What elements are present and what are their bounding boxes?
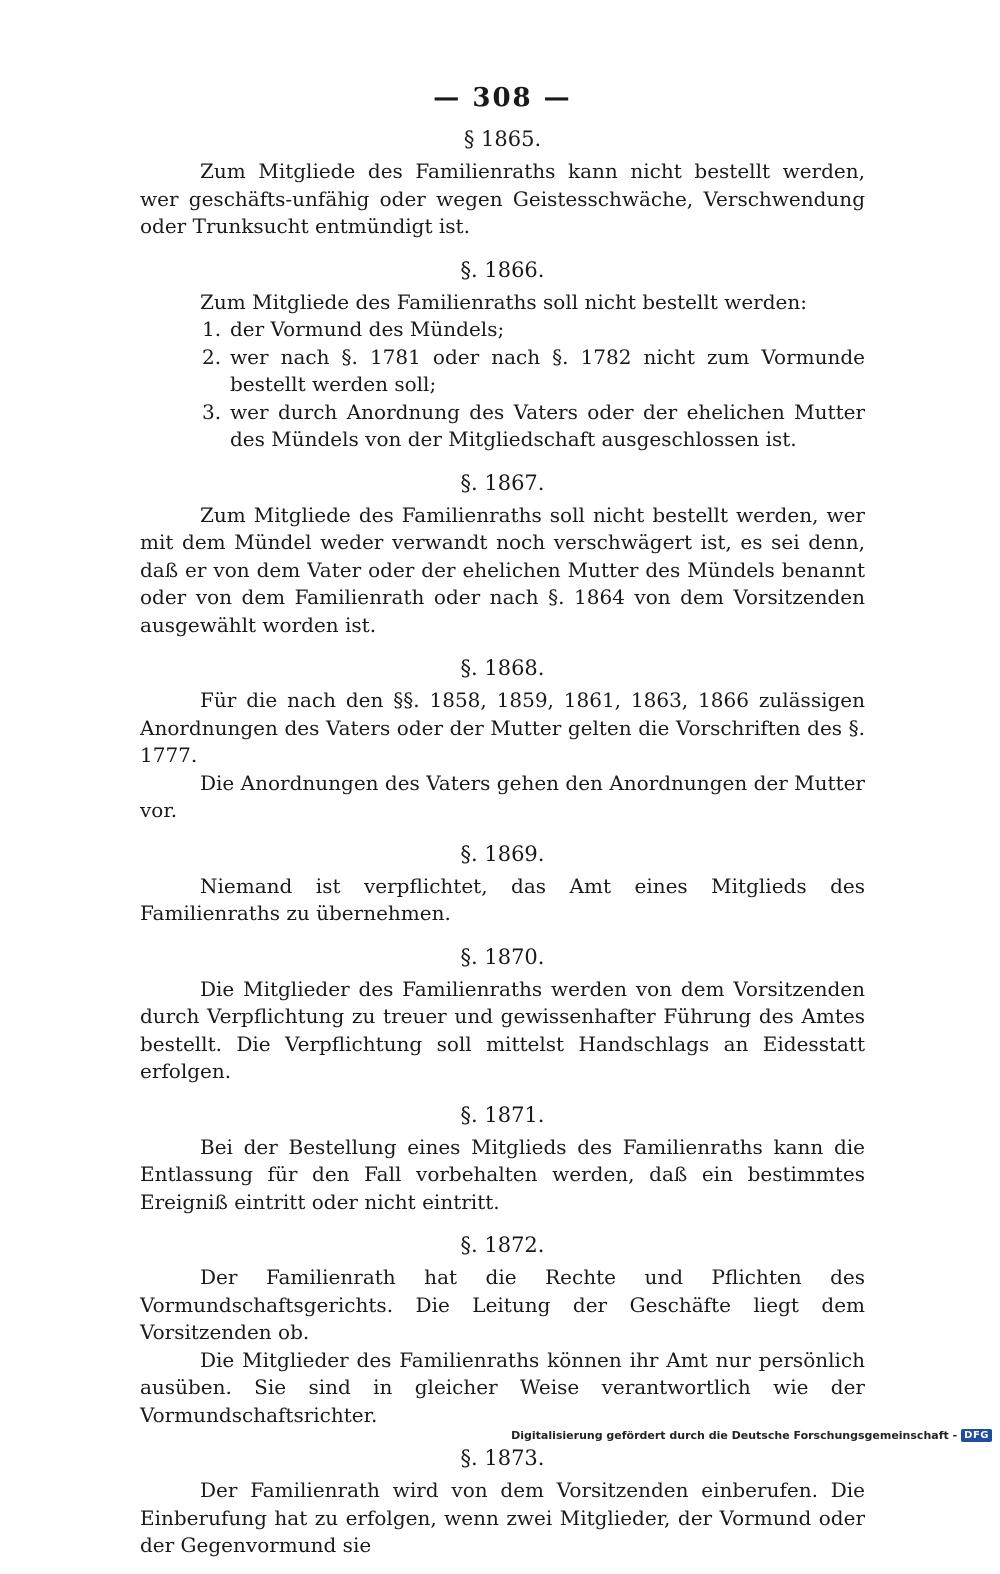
section-heading: §. 1867. <box>460 470 545 495</box>
section-1865 <box>140 124 865 241</box>
section-heading: §. 1872. <box>460 1233 545 1257</box>
list-item <box>140 316 865 344</box>
list-item <box>140 399 865 454</box>
section-heading: §. 1866. <box>460 257 545 282</box>
section-1866 <box>140 255 865 454</box>
paragraph: Zum Mitgliede des Familienraths soll nicht bestellt werden: <box>200 289 807 314</box>
paragraph: Bei der Bestellung eines Mitglieds des Familienraths kann die Entlassung für den Fall vorbehalten werden, daß ein bestimmtes Ereigniß eintritt oder nicht eintritt. <box>140 1134 865 1214</box>
paragraph: Die Anordnungen des Vaters gehen den Anordnungen der Mutter vor. <box>140 770 865 822</box>
list-number: 3. <box>202 399 222 424</box>
dfg-logo: DFG <box>961 1429 992 1442</box>
paragraph: Die Mitglieder des Familienraths können ihr Amt nur persönlich ausüben. Sie sind in gleicher Weise verantwortlich wie der Vormundschaftsrichter. <box>140 1347 865 1427</box>
paragraph: Für die nach den §§. 1858, 1859, 1861, 1863, 1866 zulässigen Anordnungen des Vaters oder der Mutter gelten die Vorschriften des §. 1777. <box>140 688 865 767</box>
section-heading: §. 1870. <box>460 944 545 969</box>
document-page <box>140 78 865 1574</box>
section-1871 <box>140 1100 865 1217</box>
section-heading: §. 1869. <box>460 841 545 866</box>
numbered-list <box>140 316 865 454</box>
list-item <box>140 344 865 399</box>
paragraph: Die Mitglieder des Familienraths werden von dem Vorsitzenden durch Verpflichtung zu treuer und gewissenhafter Führung des Amtes bestellt. Die Verpflichtung soll mittelst Handschlags an Eidesstatt erfolgen. <box>140 976 865 1083</box>
section-heading: § 1865. <box>463 127 542 151</box>
section-1867 <box>140 468 865 640</box>
paragraph: Der Familienrath hat die Rechte und Pflichten des Vormundschaftsgerichts. Die Leitung der Geschäfte liegt dem Vorsitzenden ob. <box>140 1265 865 1344</box>
list-text: der Vormund des Mündels; <box>230 317 505 341</box>
section-heading: §. 1868. <box>460 656 545 680</box>
section-heading: §. 1871. <box>460 1102 545 1127</box>
page-number: — 308 — <box>433 83 572 113</box>
paragraph: Zum Mitgliede des Familienraths soll nicht bestellt werden, wer mit dem Mündel weder verwandt noch verschwägert ist, es sei denn, daß er von dem Vater oder der ehelichen Mutter des Mündels benannt oder von dem Familienrath oder nach §. 1864 von dem Vorsitzenden ausgewählt worden ist. <box>140 502 865 637</box>
list-text: wer nach §. 1781 oder nach §. 1782 nicht zum Vormunde bestellt werden soll; <box>230 344 865 396</box>
paragraph: Niemand ist verpflichtet, das Amt eines Mitglieds des Familienraths zu übernehmen. <box>140 873 865 925</box>
section-1872 <box>140 1230 865 1429</box>
list-number: 1. <box>202 317 222 341</box>
funding-notice <box>511 1425 992 1445</box>
section-heading: §. 1873. <box>460 1446 545 1470</box>
section-1870 <box>140 942 865 1086</box>
section-1873 <box>140 1443 865 1560</box>
section-1868 <box>140 653 865 825</box>
section-1869 <box>140 839 865 928</box>
paragraph: Zum Mitgliede des Familienraths kann nicht bestellt werden, wer geschäfts-unfähig oder wegen Geistesschwäche, Verschwendung oder Trunksucht entmündigt ist. <box>140 159 865 238</box>
funding-notice-text: Digitalisierung gefördert durch die Deutsche Forschungsgemeinschaft - <box>511 1428 958 1442</box>
list-number: 2. <box>202 344 222 369</box>
paragraph: Der Familienrath wird von dem Vorsitzenden einberufen. Die Einberufung hat zu erfolgen, wenn zwei Mitglieder, der Vormund oder der Gegenvormund sie <box>140 1478 865 1557</box>
list-text: wer durch Anordnung des Vaters oder der ehelichen Mutter des Mündels von der Mitgliedschaft ausgeschlossen ist. <box>230 399 865 451</box>
